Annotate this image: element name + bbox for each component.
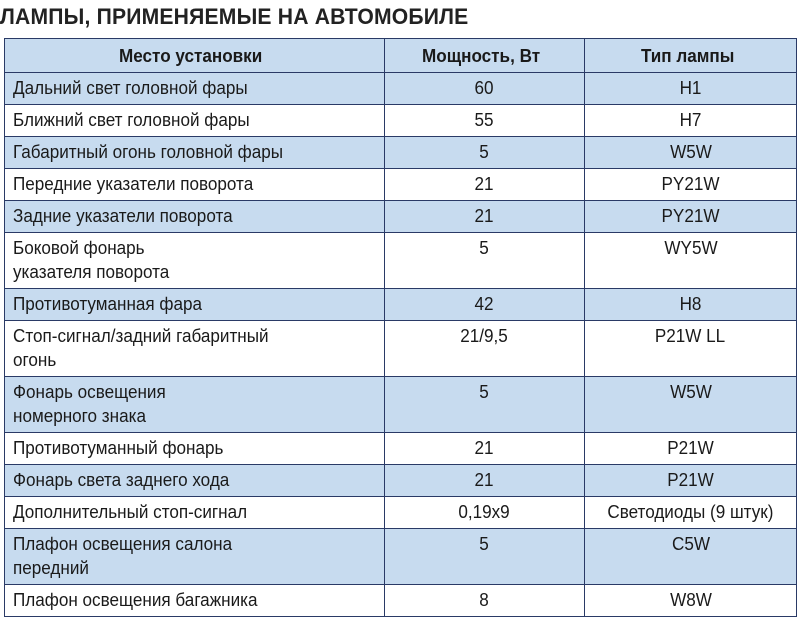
cell-location-line2: передний <box>13 558 89 578</box>
cell-location: Задние указатели поворота <box>5 201 385 233</box>
table-row <box>5 289 797 321</box>
cell-location <box>5 377 385 433</box>
cell-lamp-type: H7 <box>585 105 797 137</box>
cell-lamp-type: C5W <box>585 529 797 585</box>
table-row <box>5 137 797 169</box>
cell-lamp-type: WY5W <box>585 233 797 289</box>
cell-lamp-type: H8 <box>585 289 797 321</box>
cell-lamp-type: P21W <box>585 465 797 497</box>
header-power: Мощность, Вт <box>385 39 585 73</box>
cell-location: Передние указатели поворота <box>5 169 385 201</box>
cell-lamp-type: H1 <box>585 73 797 105</box>
table-row <box>5 497 797 529</box>
cell-location: Противотуманный фонарь <box>5 433 385 465</box>
cell-lamp-type: W5W <box>585 377 797 433</box>
cell-lamp-type: Светодиоды (9 штук) <box>585 497 797 529</box>
table-row <box>5 169 797 201</box>
cell-power: 60 <box>385 73 585 105</box>
cell-location-line1: Плафон освещения салона <box>13 534 233 554</box>
cell-power: 5 <box>385 377 585 433</box>
table-row <box>5 201 797 233</box>
table-row <box>5 465 797 497</box>
cell-location: Дополнительный стоп-сигнал <box>5 497 385 529</box>
cell-location: Фонарь света заднего хода <box>5 465 385 497</box>
table-row <box>5 529 797 585</box>
table-row <box>5 321 797 377</box>
table-row <box>5 233 797 289</box>
cell-location-line1: Фонарь освещения <box>13 382 166 402</box>
page-title: ЛАМПЫ, ПРИМЕНЯЕМЫЕ НА АВТОМОБИЛЕ <box>0 4 469 29</box>
cell-power: 55 <box>385 105 585 137</box>
cell-power: 0,19x9 <box>385 497 585 529</box>
cell-power: 21 <box>385 433 585 465</box>
table-header-row <box>5 39 797 73</box>
cell-location <box>5 233 385 289</box>
cell-power: 8 <box>385 585 585 617</box>
table-row <box>5 433 797 465</box>
cell-location: Плафон освещения багажника <box>5 585 385 617</box>
cell-location: Ближний свет головной фары <box>5 105 385 137</box>
cell-power: 5 <box>385 233 585 289</box>
table-row <box>5 73 797 105</box>
cell-location-line1: Стоп-сигнал/задний габаритный <box>13 326 269 346</box>
cell-location <box>5 321 385 377</box>
lamps-table <box>4 38 797 617</box>
cell-power: 21 <box>385 465 585 497</box>
table-row <box>5 377 797 433</box>
cell-location: Противотуманная фара <box>5 289 385 321</box>
cell-power: 21 <box>385 169 585 201</box>
cell-location <box>5 529 385 585</box>
cell-power: 5 <box>385 137 585 169</box>
cell-location-line2: номерного знака <box>13 406 146 426</box>
header-lamp-type: Тип лампы <box>585 39 797 73</box>
cell-location-line1: Боковой фонарь <box>13 238 145 258</box>
cell-lamp-type: W8W <box>585 585 797 617</box>
cell-location-line2: указателя поворота <box>13 262 170 282</box>
cell-power: 21/9,5 <box>385 321 585 377</box>
cell-lamp-type: P21W LL <box>585 321 797 377</box>
cell-lamp-type: PY21W <box>585 201 797 233</box>
cell-power: 21 <box>385 201 585 233</box>
table-row <box>5 585 797 617</box>
cell-location-line2: огонь <box>13 350 57 370</box>
cell-power: 42 <box>385 289 585 321</box>
cell-lamp-type: P21W <box>585 433 797 465</box>
table-row <box>5 105 797 137</box>
cell-lamp-type: W5W <box>585 137 797 169</box>
cell-location: Дальний свет головной фары <box>5 73 385 105</box>
cell-power: 5 <box>385 529 585 585</box>
header-location: Место установки <box>5 39 385 73</box>
cell-lamp-type: PY21W <box>585 169 797 201</box>
cell-location: Габаритный огонь головной фары <box>5 137 385 169</box>
